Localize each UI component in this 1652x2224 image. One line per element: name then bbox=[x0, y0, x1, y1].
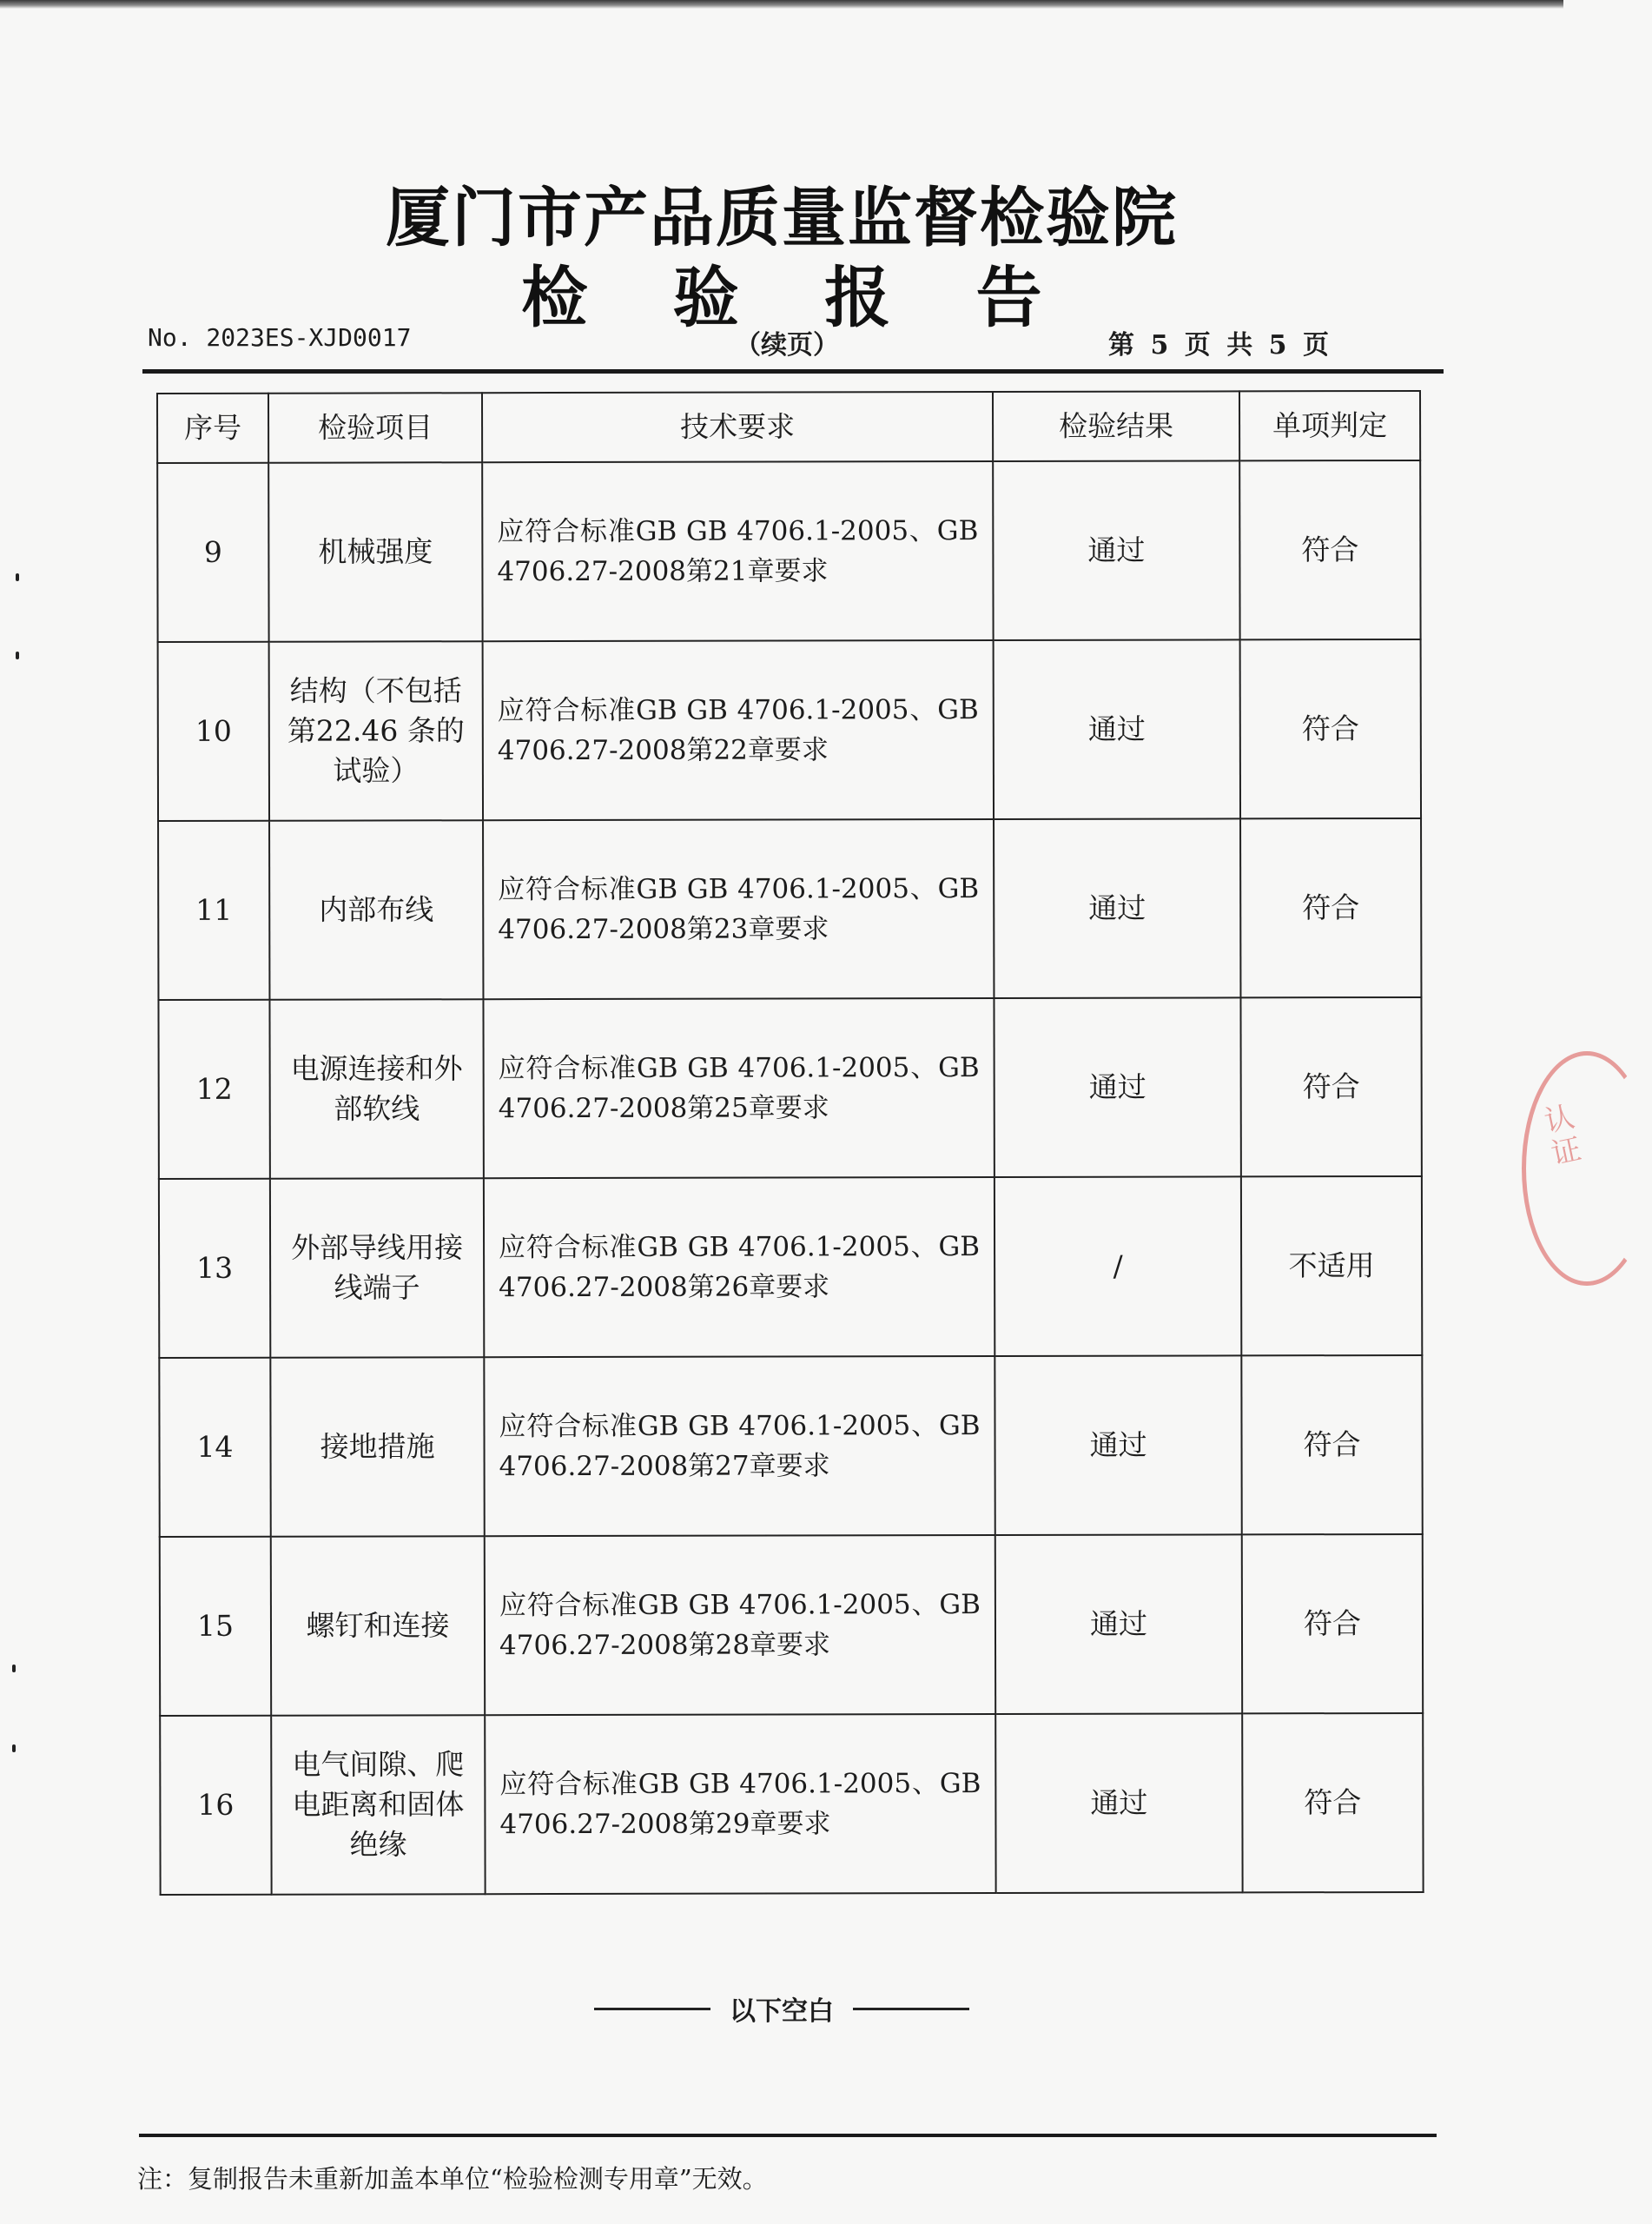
cell-serial: 14 bbox=[159, 1358, 270, 1537]
blank-below-marker bbox=[0, 1989, 1563, 2028]
cell-serial: 9 bbox=[157, 463, 268, 642]
header-rule bbox=[142, 369, 1444, 374]
cell-result: 通过 bbox=[994, 639, 1240, 819]
continuation-label: （续页） bbox=[735, 330, 839, 361]
cell-verdict: 符合 bbox=[1241, 1355, 1422, 1534]
cell-item: 电气间隙、爬电距离和固体绝缘 bbox=[271, 1715, 485, 1895]
header-result: 检验结果 bbox=[993, 391, 1239, 461]
cell-item: 螺钉和连接 bbox=[271, 1536, 485, 1716]
table-row bbox=[157, 460, 1420, 642]
header-item: 检验项目 bbox=[268, 393, 482, 463]
end-line-left bbox=[594, 2008, 710, 2010]
cell-verdict: 符合 bbox=[1240, 997, 1421, 1176]
page-indicator: 第 5 页 共 5 页 bbox=[1108, 330, 1329, 361]
report-number: No. 2023ES-XJD0017 bbox=[148, 323, 412, 352]
cell-item: 电源连接和外部软线 bbox=[269, 999, 483, 1179]
table-row bbox=[160, 1713, 1423, 1895]
page-top-edge bbox=[0, 0, 1563, 9]
cell-serial: 12 bbox=[158, 1000, 269, 1179]
cell-requirement: 应符合标准GB GB 4706.1-2005、GB 4706.27-2008第23章要求 bbox=[483, 819, 994, 999]
cell-requirement: 应符合标准GB GB 4706.1-2005、GB 4706.27-2008第26章要求 bbox=[484, 1177, 995, 1357]
cell-verdict: 不适用 bbox=[1241, 1176, 1422, 1355]
cell-requirement: 应符合标准GB GB 4706.1-2005、GB 4706.27-2008第27章要求 bbox=[484, 1356, 995, 1536]
cell-requirement: 应符合标准GB GB 4706.1-2005、GB 4706.27-2008第25章要求 bbox=[483, 998, 994, 1178]
cell-serial: 16 bbox=[160, 1716, 271, 1895]
scan-mark-icon bbox=[12, 1744, 16, 1752]
cell-result: / bbox=[995, 1176, 1241, 1356]
footer-rule bbox=[139, 2134, 1437, 2137]
header-requirement: 技术要求 bbox=[482, 392, 993, 462]
seal-stamp-text: 认证 bbox=[1536, 1100, 1584, 1173]
cell-requirement: 应符合标准GB GB 4706.1-2005、GB 4706.27-2008第29章要求 bbox=[485, 1714, 995, 1894]
table-row bbox=[159, 1176, 1422, 1358]
table-row bbox=[158, 818, 1421, 1000]
cell-result: 通过 bbox=[993, 460, 1239, 640]
scan-mark-icon bbox=[12, 1665, 16, 1672]
cell-item: 接地措施 bbox=[270, 1357, 484, 1537]
cell-item: 机械强度 bbox=[268, 462, 482, 642]
cell-item: 结构（不包括第22.46 条的试验） bbox=[269, 641, 483, 821]
header-serial: 序号 bbox=[157, 394, 268, 463]
scan-mark-icon bbox=[16, 573, 19, 581]
cell-result: 通过 bbox=[995, 1355, 1241, 1535]
cell-serial: 11 bbox=[158, 821, 269, 1000]
table-row bbox=[158, 997, 1421, 1179]
cell-requirement: 应符合标准GB GB 4706.1-2005、GB 4706.27-2008第28章要求 bbox=[485, 1535, 995, 1715]
end-line-right bbox=[853, 2008, 969, 2010]
cell-result: 通过 bbox=[995, 1534, 1242, 1714]
cell-serial: 13 bbox=[159, 1179, 270, 1358]
table-header-row bbox=[157, 391, 1420, 463]
table-row bbox=[158, 639, 1421, 821]
cell-verdict: 符合 bbox=[1239, 460, 1420, 639]
cell-verdict: 符合 bbox=[1240, 639, 1421, 818]
cell-verdict: 符合 bbox=[1242, 1713, 1423, 1892]
cell-result: 通过 bbox=[994, 997, 1240, 1177]
footnote: 注：复制报告未重新加盖本单位“检验检测专用章”无效。 bbox=[137, 2164, 768, 2194]
cell-item: 内部布线 bbox=[269, 820, 483, 1000]
cell-result: 通过 bbox=[994, 818, 1240, 998]
report-title: 检 验 报 告 bbox=[521, 259, 1074, 336]
cell-item: 外部导线用接线端子 bbox=[270, 1178, 484, 1358]
table-row bbox=[159, 1355, 1422, 1537]
header-verdict: 单项判定 bbox=[1239, 391, 1420, 460]
cell-requirement: 应符合标准GB GB 4706.1-2005、GB 4706.27-2008第21章要求 bbox=[482, 461, 993, 641]
institute-title: 厦门市产品质量监督检验院 bbox=[386, 181, 1178, 255]
cell-serial: 10 bbox=[158, 642, 269, 821]
cell-verdict: 符合 bbox=[1240, 818, 1421, 997]
cell-requirement: 应符合标准GB GB 4706.1-2005、GB 4706.27-2008第22章要求 bbox=[483, 640, 994, 820]
table-row bbox=[160, 1534, 1423, 1716]
blank-below-label: 以下空白 bbox=[730, 1996, 834, 2027]
seal-stamp-icon bbox=[1522, 1051, 1652, 1286]
cell-serial: 15 bbox=[160, 1537, 271, 1716]
inspection-table bbox=[156, 390, 1424, 1896]
cell-result: 通过 bbox=[995, 1713, 1242, 1893]
cell-verdict: 符合 bbox=[1242, 1534, 1423, 1713]
scan-mark-icon bbox=[16, 652, 19, 659]
